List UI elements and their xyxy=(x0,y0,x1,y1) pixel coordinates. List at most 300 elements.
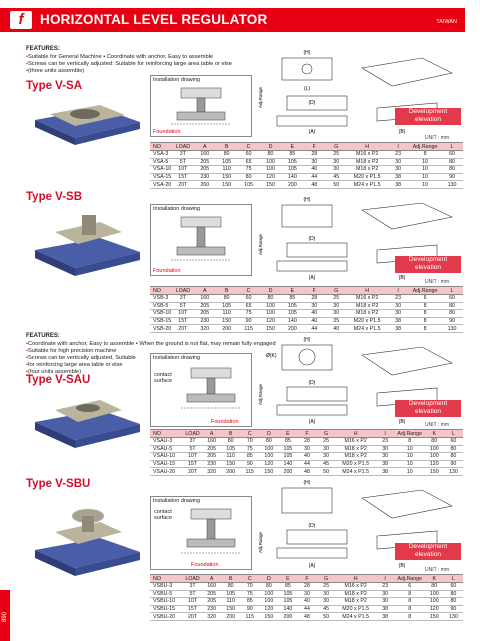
table-cell: 28 xyxy=(297,583,316,591)
table-cell: 45 xyxy=(317,605,336,613)
table-cell: 40 xyxy=(297,598,316,606)
col-header: I xyxy=(376,430,395,438)
table-cell: M18 x P2 xyxy=(347,302,387,310)
table-cell: 105 xyxy=(221,590,240,598)
development-elevation-badge: Development elevation xyxy=(395,256,461,273)
table-cell: 80 xyxy=(221,438,240,446)
dim-label: (A) xyxy=(308,419,316,425)
table-cell: 40 xyxy=(297,453,316,461)
table-cell: 8 xyxy=(395,438,425,446)
table-cell: 205 xyxy=(202,590,221,598)
installation-caption: Installation drawing xyxy=(153,206,201,212)
table-cell: 20T xyxy=(183,613,202,621)
table-cell: 150 xyxy=(259,613,278,621)
table-cell: 205 xyxy=(194,158,216,166)
table-cell: 105 xyxy=(216,158,238,166)
table-cell: 48 xyxy=(297,468,316,476)
table-cell: 90 xyxy=(441,173,463,181)
table-cell: M24 x P1.5 xyxy=(347,325,387,333)
features-heading: FEATURES: xyxy=(26,333,60,339)
table-cell: 100 xyxy=(260,302,282,310)
table-cell: 8 xyxy=(409,151,441,159)
product-photo-vsa xyxy=(30,100,145,145)
col-header: C xyxy=(240,430,259,438)
table-cell: M16 x P2 xyxy=(347,295,387,303)
table-cell: 70 xyxy=(240,438,259,446)
table-cell: 38 xyxy=(376,613,395,621)
table-cell: 105 xyxy=(281,166,303,174)
table-cell: 90 xyxy=(444,460,463,468)
table-cell: 23 xyxy=(387,295,409,303)
dim-label: (H) xyxy=(303,197,311,203)
table-cell: M20 x P1.5 xyxy=(336,605,376,613)
table-cell: 320 xyxy=(194,325,216,333)
table-cell: 10T xyxy=(183,598,202,606)
table-cell: 38 xyxy=(387,181,409,189)
table-cell: 150 xyxy=(216,181,238,189)
foundation-label: Foundation xyxy=(191,562,219,568)
table-cell: 30 xyxy=(376,453,395,461)
table-cell: 85 xyxy=(240,598,259,606)
table-cell: 60 xyxy=(238,151,260,159)
table-cell: 80 xyxy=(444,590,463,598)
table-cell: 44 xyxy=(297,605,316,613)
col-header: H xyxy=(347,143,387,151)
table-cell: 85 xyxy=(278,583,297,591)
table-cell: 130 xyxy=(444,613,463,621)
table-cell: M20 x P1.5 xyxy=(336,460,376,468)
table-cell: 80 xyxy=(444,453,463,461)
table-row xyxy=(150,310,463,318)
table-cell: 130 xyxy=(441,181,463,189)
table-cell: 25 xyxy=(317,583,336,591)
table-cell: 150 xyxy=(425,613,444,621)
table-cell: 150 xyxy=(259,468,278,476)
dimension-drawing-vsa xyxy=(252,48,462,140)
table-cell: 40 xyxy=(303,166,325,174)
type-label-vsa: Type V-SA xyxy=(26,80,83,92)
table-cell: 105 xyxy=(278,453,297,461)
table-cell: VSAU-3 xyxy=(150,438,183,446)
table-cell: 160 xyxy=(202,583,221,591)
table-body xyxy=(150,583,463,621)
table-cell: 30 xyxy=(376,598,395,606)
table-row xyxy=(150,453,463,461)
installation-drawing-vsau xyxy=(150,353,252,427)
table-cell: 50 xyxy=(325,181,347,189)
table-cell: 20T xyxy=(172,325,194,333)
table-cell: 150 xyxy=(260,181,282,189)
table-cell: 200 xyxy=(221,613,240,621)
table-cell: 115 xyxy=(238,325,260,333)
table-cell: 120 xyxy=(425,460,444,468)
table-cell: 205 xyxy=(202,445,221,453)
table-cell: 8 xyxy=(409,317,441,325)
col-header: E xyxy=(281,287,303,295)
table-cell: 230 xyxy=(202,605,221,613)
table-cell: VSB-5 xyxy=(150,302,172,310)
dim-label: (H) xyxy=(303,50,311,56)
feature-item: • Suitable for General Machine • Coordinate with anchor, Easy to assemble xyxy=(26,54,306,61)
dim-label: Ø(K) xyxy=(266,353,277,359)
table-cell: 85 xyxy=(281,151,303,159)
product-photo-vsb xyxy=(30,210,145,280)
table-cell: 30 xyxy=(297,590,316,598)
table-cell: M24 x P1.5 xyxy=(336,468,376,476)
header-banner xyxy=(0,8,465,32)
table-cell: 75 xyxy=(238,310,260,318)
table-cell: 30 xyxy=(387,166,409,174)
table-cell: 200 xyxy=(281,325,303,333)
table-cell: VSAU-15 xyxy=(150,460,183,468)
table-body xyxy=(150,151,463,189)
table-cell: 30 xyxy=(325,166,347,174)
table-cell: 85 xyxy=(240,453,259,461)
table-cell: 10 xyxy=(395,468,425,476)
col-header: LOAD xyxy=(172,143,194,151)
table-cell: 44 xyxy=(303,325,325,333)
table-cell: 5T xyxy=(172,158,194,166)
table-cell: 130 xyxy=(444,468,463,476)
table-cell: VSBU-15 xyxy=(150,605,183,613)
spec-table-vsb xyxy=(150,286,463,333)
table-row xyxy=(150,173,463,181)
table-cell: 6 xyxy=(409,295,441,303)
table-cell: 90 xyxy=(441,317,463,325)
table-cell: M18 x P2 xyxy=(336,590,376,598)
table-cell: 8 xyxy=(395,590,425,598)
col-header: F xyxy=(297,430,316,438)
table-row xyxy=(150,613,463,621)
table-cell: 30 xyxy=(387,158,409,166)
col-header: B xyxy=(221,575,240,583)
table-cell: 100 xyxy=(260,310,282,318)
col-header: NO xyxy=(150,143,172,151)
table-cell: 20T xyxy=(183,468,202,476)
table-cell: 30 xyxy=(325,302,347,310)
col-header: E xyxy=(281,143,303,151)
table-cell: 150 xyxy=(221,605,240,613)
table-cell: 200 xyxy=(278,613,297,621)
dim-label: (L) xyxy=(303,86,311,92)
table-cell: 40 xyxy=(303,317,325,325)
dim-label: (D) xyxy=(308,100,316,106)
table-cell: 100 xyxy=(259,445,278,453)
table-cell: 10T xyxy=(172,166,194,174)
table-cell: VSA-10 xyxy=(150,166,172,174)
col-header: C xyxy=(240,575,259,583)
table-cell: 3T xyxy=(172,295,194,303)
col-header: D xyxy=(259,575,278,583)
table-cell: 320 xyxy=(202,613,221,621)
table-cell: M16 x P2 xyxy=(336,583,376,591)
table-row xyxy=(150,181,463,189)
table-cell: 6 xyxy=(395,583,425,591)
table-cell: M16 x P2 xyxy=(336,438,376,446)
dim-label: (B) xyxy=(398,275,406,281)
table-cell: 30 xyxy=(317,445,336,453)
table-cell: 38 xyxy=(376,460,395,468)
table-cell: 8 xyxy=(395,598,425,606)
table-cell: M18 x P2 xyxy=(336,445,376,453)
table-cell: VSBU-5 xyxy=(150,590,183,598)
table-cell: 3T xyxy=(172,151,194,159)
table-cell: 205 xyxy=(194,302,216,310)
table-cell: 90 xyxy=(444,605,463,613)
table-cell: 30 xyxy=(303,302,325,310)
col-header: K xyxy=(425,430,444,438)
table-cell: 25 xyxy=(325,295,347,303)
table-cell: 30 xyxy=(297,445,316,453)
table-cell: 120 xyxy=(260,317,282,325)
col-header: LOAD xyxy=(183,575,202,583)
feature-item: • Suitable for high precision machine xyxy=(26,348,166,355)
type-label-vsb: Type V-SB xyxy=(26,191,83,203)
table-cell: 28 xyxy=(303,151,325,159)
contact-surface-label: contact surface xyxy=(154,509,173,521)
table-cell: 44 xyxy=(297,460,316,468)
table-cell: 200 xyxy=(278,468,297,476)
col-header: H xyxy=(347,287,387,295)
page-number: 890 xyxy=(2,612,8,623)
table-cell: VSBU-3 xyxy=(150,583,183,591)
table-cell: 10 xyxy=(395,453,425,461)
table-cell: 150 xyxy=(216,317,238,325)
table-cell: 80 xyxy=(221,583,240,591)
table-cell: VSAU-5 xyxy=(150,445,183,453)
table-cell: 30 xyxy=(376,445,395,453)
feature-item: • (three units assemble) xyxy=(26,68,306,75)
table-cell: 30 xyxy=(387,302,409,310)
dim-label: (H) xyxy=(303,480,311,486)
col-header: F xyxy=(303,287,325,295)
table-cell: 25 xyxy=(317,438,336,446)
table-cell: M18 x P2 xyxy=(336,453,376,461)
table-cell: 100 xyxy=(425,453,444,461)
table-row xyxy=(150,438,463,446)
table-cell: 3T xyxy=(183,583,202,591)
table-cell: 38 xyxy=(387,325,409,333)
development-elevation-badge: Development elevation xyxy=(395,108,461,125)
table-cell: VSBU-10 xyxy=(150,598,183,606)
table-cell: M18 x P2 xyxy=(347,166,387,174)
table-cell: 60 xyxy=(444,438,463,446)
type-label-vsbu: Type V-SBU xyxy=(26,478,91,490)
table-cell: 115 xyxy=(240,613,259,621)
table-cell: 38 xyxy=(387,173,409,181)
col-header: I xyxy=(376,575,395,583)
features-heading: FEATURES: xyxy=(26,46,60,52)
page-number-tab xyxy=(0,590,10,641)
col-header: LOAD xyxy=(183,430,202,438)
col-header: A xyxy=(202,430,221,438)
development-elevation-badge: Development elevation xyxy=(395,543,461,560)
table-cell: 50 xyxy=(317,468,336,476)
table-cell: VSBU-20 xyxy=(150,613,183,621)
col-header: G xyxy=(325,143,347,151)
table-cell: 80 xyxy=(216,295,238,303)
table-cell: M24 x P1.5 xyxy=(336,613,376,621)
table-row xyxy=(150,605,463,613)
table-cell: 140 xyxy=(278,460,297,468)
table-cell: 100 xyxy=(259,598,278,606)
table-cell: M20 x P1.5 xyxy=(347,173,387,181)
table-cell: 40 xyxy=(303,310,325,318)
adj-range-label: Adj.Range xyxy=(258,233,263,255)
table-cell: 30 xyxy=(387,310,409,318)
table-cell: 60 xyxy=(238,295,260,303)
table-cell: 150 xyxy=(260,325,282,333)
table-cell: M18 x P2 xyxy=(347,310,387,318)
table-cell: 30 xyxy=(317,453,336,461)
col-header: I xyxy=(387,287,409,295)
col-header: NO xyxy=(150,575,183,583)
dim-label: (B) xyxy=(398,563,406,569)
table-cell: 80 xyxy=(441,302,463,310)
table-cell: 70 xyxy=(240,583,259,591)
installation-caption: Installation drawing xyxy=(153,77,201,83)
foundation-label: Foundation xyxy=(153,129,181,135)
country-label: TAIWAN xyxy=(436,19,457,25)
table-cell: 205 xyxy=(194,310,216,318)
table-cell: 75 xyxy=(238,166,260,174)
table-cell: 80 xyxy=(441,166,463,174)
adj-range-label: Adj.Range xyxy=(258,86,263,108)
table-cell: 5T xyxy=(183,445,202,453)
table-cell: 15T xyxy=(172,173,194,181)
dim-label: (A) xyxy=(308,129,316,135)
table-cell: 25 xyxy=(325,151,347,159)
col-header: F xyxy=(297,575,316,583)
table-cell: 205 xyxy=(202,598,221,606)
table-cell: VSB-10 xyxy=(150,310,172,318)
col-header: L xyxy=(441,143,463,151)
table-cell: 100 xyxy=(260,158,282,166)
table-cell: 105 xyxy=(278,590,297,598)
col-header: B xyxy=(221,430,240,438)
col-header: D xyxy=(259,430,278,438)
col-header: E xyxy=(278,430,297,438)
table-cell: M24 x P1.5 xyxy=(347,181,387,189)
table-cell: 15T xyxy=(183,460,202,468)
table-cell: 200 xyxy=(281,181,303,189)
table-cell: 10T xyxy=(183,453,202,461)
spec-table-vsbu xyxy=(150,574,463,621)
table-cell: 10 xyxy=(395,460,425,468)
table-cell: 160 xyxy=(194,295,216,303)
table-cell: 80 xyxy=(260,151,282,159)
col-header: F xyxy=(303,143,325,151)
table-row xyxy=(150,158,463,166)
col-header: B xyxy=(216,287,238,295)
adj-range-label: Adj.Range xyxy=(258,531,263,553)
table-cell: 205 xyxy=(194,166,216,174)
table-cell: 10 xyxy=(409,166,441,174)
table-cell: 8 xyxy=(409,302,441,310)
table-cell: 100 xyxy=(259,590,278,598)
table-row xyxy=(150,317,463,325)
col-header: C xyxy=(238,287,260,295)
table-cell: 200 xyxy=(216,325,238,333)
col-header: D xyxy=(260,143,282,151)
table-cell: 45 xyxy=(317,460,336,468)
feature-item: • (four units assemble) xyxy=(26,369,166,376)
table-cell: 100 xyxy=(425,598,444,606)
col-header: H xyxy=(336,575,376,583)
installation-caption: Installation drawing xyxy=(153,355,201,361)
table-cell: 120 xyxy=(259,605,278,613)
table-cell: 85 xyxy=(278,438,297,446)
table-header-row xyxy=(150,430,463,438)
table-cell: 40 xyxy=(325,325,347,333)
table-cell: 15T xyxy=(172,317,194,325)
col-header: NO xyxy=(150,287,172,295)
col-header: L xyxy=(441,287,463,295)
dim-label: (A) xyxy=(308,563,316,569)
table-cell: 85 xyxy=(281,295,303,303)
col-header: B xyxy=(216,143,238,151)
dim-label: (H) xyxy=(303,337,311,343)
col-header: E xyxy=(278,575,297,583)
table-cell: 80 xyxy=(441,310,463,318)
table-cell: 140 xyxy=(281,317,303,325)
table-row xyxy=(150,325,463,333)
table-row xyxy=(150,302,463,310)
unit-label: UNIT : mm xyxy=(425,567,450,573)
table-cell: 30 xyxy=(325,158,347,166)
table-cell: 80 xyxy=(260,295,282,303)
table-cell: 10T xyxy=(172,310,194,318)
table-cell: 8 xyxy=(395,613,425,621)
table-cell: 230 xyxy=(202,460,221,468)
col-header: A xyxy=(194,287,216,295)
foundation-label: Foundation xyxy=(153,268,181,274)
table-cell: 105 xyxy=(281,302,303,310)
feature-item: • Coordinate with anchor, Easy to assemble • When the ground is not flat, may remain fully engaged xyxy=(26,341,166,348)
table-cell: 8 xyxy=(395,605,425,613)
table-cell: 30 xyxy=(317,598,336,606)
table-cell: 150 xyxy=(221,460,240,468)
col-header: Adj.Range xyxy=(409,287,441,295)
col-header: G xyxy=(317,430,336,438)
table-cell: 80 xyxy=(425,438,444,446)
table-cell: 110 xyxy=(216,310,238,318)
table-cell: VSAU-20 xyxy=(150,468,183,476)
product-photo-vsbu xyxy=(30,500,145,580)
table-cell: 28 xyxy=(297,438,316,446)
table-cell: 205 xyxy=(202,453,221,461)
table-cell: 90 xyxy=(240,460,259,468)
table-cell: 35 xyxy=(325,317,347,325)
col-header: G xyxy=(317,575,336,583)
table-cell: 80 xyxy=(444,598,463,606)
table-cell: 60 xyxy=(441,151,463,159)
table-cell: 75 xyxy=(240,445,259,453)
table-cell: 23 xyxy=(376,583,395,591)
feature-item: • for reinforcing large area table or else xyxy=(26,362,166,369)
table-row xyxy=(150,468,463,476)
table-cell: 320 xyxy=(202,468,221,476)
table-row xyxy=(150,460,463,468)
col-header: L xyxy=(444,575,463,583)
table-cell: 50 xyxy=(317,613,336,621)
table-cell: 10 xyxy=(409,181,441,189)
table-row xyxy=(150,151,463,159)
table-cell: 260 xyxy=(194,181,216,189)
page-title: HORIZONTAL LEVEL REGULATOR xyxy=(40,12,268,27)
unit-label: UNIT : mm xyxy=(425,135,450,141)
table-cell: 115 xyxy=(240,468,259,476)
